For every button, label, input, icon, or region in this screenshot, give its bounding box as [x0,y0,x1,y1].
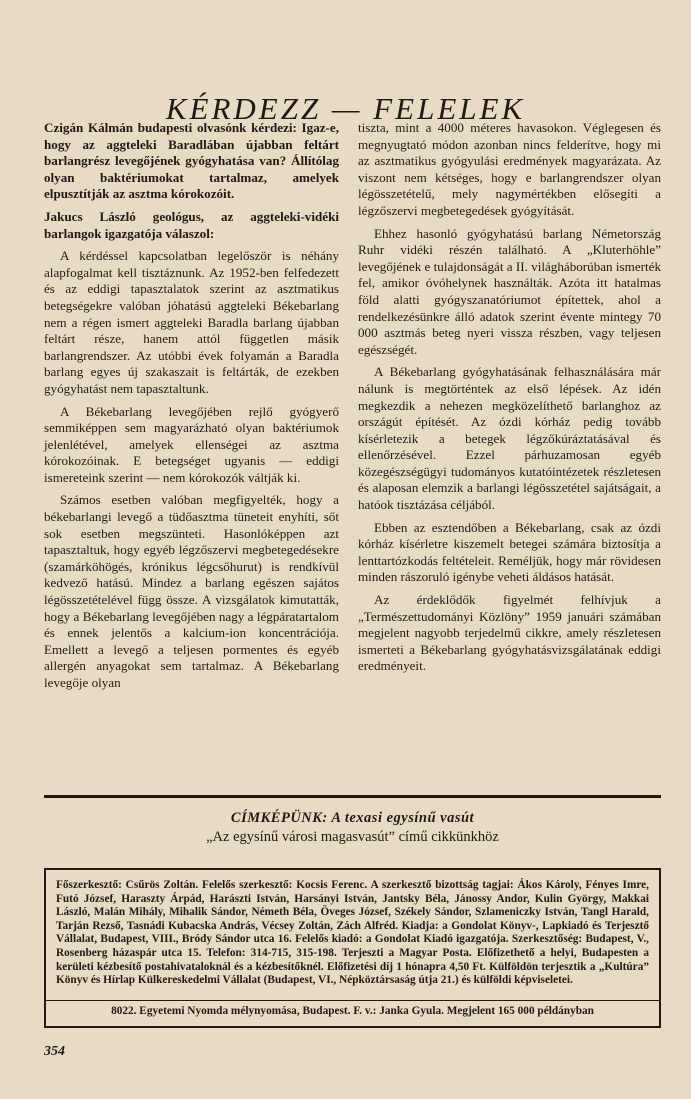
caption-title: CÍMKÉPÜNK: A texasi egysínű vasút [230,810,475,826]
imprint-text: Főszerkesztő: Csűrös Zoltán. Felelős szerkesztő: Kocsis Ferenc. A szerkesztő bizottság tagjai: Ákos Károly, Fényes Imre, Futó József, Haraszty Árpád, Harászti István, Harsányi István, Jantsky Béla, Jánossy Andor, Kulin György, Makkai László, Malán Mihály, Mihalik Sándor, Németh Béla, Öveges József, Székely Sándor, Szlameniczky István, Tangl Harald, Tarján Rezső, Tasnádi Kubacska András, Vécsey Zoltán, Zách Alfréd. Kiadja: a Gondolat Könyv-, Lapkiadó és Terjesztő Vállalat, Budapest, VIII., Bródy Sándor utca 16. Felelős kiadó: a Gondolat Kiadó igazgatója. Szerkesztőség: Budapest, V., Rosenberg házaspár utca 15. Telefon: 314-715, 315-198. Terjeszti a Magyar Posta. Előfizethető a helyi, Budapesten a kerületi kézbesítő postahivataloknál és a kézbesítőknél. Előfizetési díj 1 hónapra 4,50 Ft. Külföldön terjesztik a „Kultúra” Könyv és Hírlap Külkereskedelmi Vállalat (Budapest, VI., Népköztársaság útja 21.) és külföldi képviseletei. [56,879,649,987]
left-column [44,120,339,698]
answer-paragraph-4: tiszta, mint a 4000 méteres havasokon. Véglegesen és megnyugtató módon azonban nincs felderítve, hogy mi az asztmatikus gyógyulási eredmények magyarázata. Az viszont nem kétséges, hogy e barlangrendszer olyan légösszetételű, mely nagymértékben elősegíti a légzőszervi megbetegedések gyógyítását. [358,120,661,218]
answerer-intro: Jakucs László geológus, az aggteleki-vidéki barlangok igazgatója válaszol: [44,208,339,241]
answer-paragraph-8: Az érdeklődők figyelmét felhívjuk a „Természettudományi Közlöny” 1959 januári számában megjelent nagyobb terjedelmű cikkre, amely részletesen ismerteti a Békebarlang gyógyhatásvizsgálatának eddigi eredményeit. [358,592,661,674]
cover-caption [44,809,661,847]
page-number: 354 [44,1044,65,1059]
answer-paragraph-1: A kérdéssel kapcsolatban legelőször is néhány alapfogalmat kell tisztáznunk. Az 1952-ben felfedezett és az eddigi tapasztalatok szerint az asztmatikus betegségekre valóban jóhatású aggteleki Békebarlang nem a régen ismert aggteleki Baradla barlang újabban feltárt része, hanem attól független másik barlangrendszer. Az utóbbi évek folyamán a Baradla barlang egyes új szakaszait is feltárták, de ezekben gyógyhatást nem tapasztaltunk. [44,248,339,396]
section-divider [44,795,661,798]
caption-subtitle: „Az egysínű városi magasvasút” című cikkünkhöz [206,829,499,845]
answer-paragraph-3: Számos esetben valóban megfigyelték, hogy a békebarlangi levegő a tüdőasztma tüneteit enyhíti, sőt sok esetben megszünteti. Hasonlóképpen azt tapasztaltuk, hogy egyéb légzőszervi megbetegedésekre (szamárköhögés, krónikus légcsőhurut) is rendkívül kedvező hatású. Mindez a barlang egészen sajátos légösszetételével függ össze. A vizsgálatok kimutatták, hogy a Békebarlang levegőjében nagy a légpáratartalom és ennek jelentős a kalcium-ion koncentrációja. Emellett a levegő a teljesen pormentes és egyéb allergén anyagokat sem tartalmaz. A Békebarlang levegője olyan [44,492,339,690]
imprint-divider [46,1000,659,1001]
printer-line: 8022. Egyetemi Nyomda mélynyomása, Budapest. F. v.: Janka Gyula. Megjelent 165 000 példányban [111,1005,594,1017]
answer-paragraph-2: A Békebarlang levegőjében rejlő gyógyerő semmiképpen sem magyarázható olyan baktériumok jelenlétével, amelyek ellenségei az asztma kórokozóinak. E betegséget ugyanis — eddigi ismereteink szerint — nem kórokozók váltják ki. [44,403,339,485]
page-title: KÉRDEZZ — FELELEK [165,90,526,126]
imprint-box [44,868,661,1028]
right-column [358,120,661,681]
answer-paragraph-5: Ehhez hasonló gyógyhatású barlang Németország Ruhr vidéki részén található. A „Kluterhöhle” levegőjének e tulajdonságát a II. világháborúban ismerték fel, amikor óvóhelynek használták. Azóta itt hatalmas föld alatti gyógyszanatóriumot építettek, ahol a rendelkezésünkre álló adatok szerint évente mintegy 70 000 asztmás beteg nyeri vissza részben, vagy teljesen egészségét. [358,225,661,357]
reader-question: Czigán Kálmán budapesti olvasónk kérdezi: Igaz-e, hogy az aggteleki Baradlában újabban feltárt barlangrész levegőjének gyógyhatása van? Állítólag olyan baktériumokat tartalmaz, amelyek elpusztítják az asztma kórokozóit. [44,120,339,202]
answer-paragraph-6: A Békebarlang gyógyhatásának felhasználására már nálunk is megtörténtek az első lépések. Az idén megkezdik a nehezen megközelíthető barlanghoz az országút építését. Az ózdi kórház pedig tovább kísérletezik a betegek légzőkúráztatásával és ellenőrzésével. Ezzel párhuzamosan egyéb közegészségügyi tudományos kutatóintézetek részletesen és alaposan elemzik a barlangi légösszetétel sajátságait, a hatóok tisztázása céljából. [358,364,661,513]
answer-paragraph-7: Ebben az esztendőben a Békebarlang, csak az ózdi kórház kísérletre kiszemelt betegei számára biztosítja a lenttartózkodás feltételeit. Reméljük, hogy már rövidesen minden rászoruló igénybe veheti áldásos hatását. [358,519,661,585]
